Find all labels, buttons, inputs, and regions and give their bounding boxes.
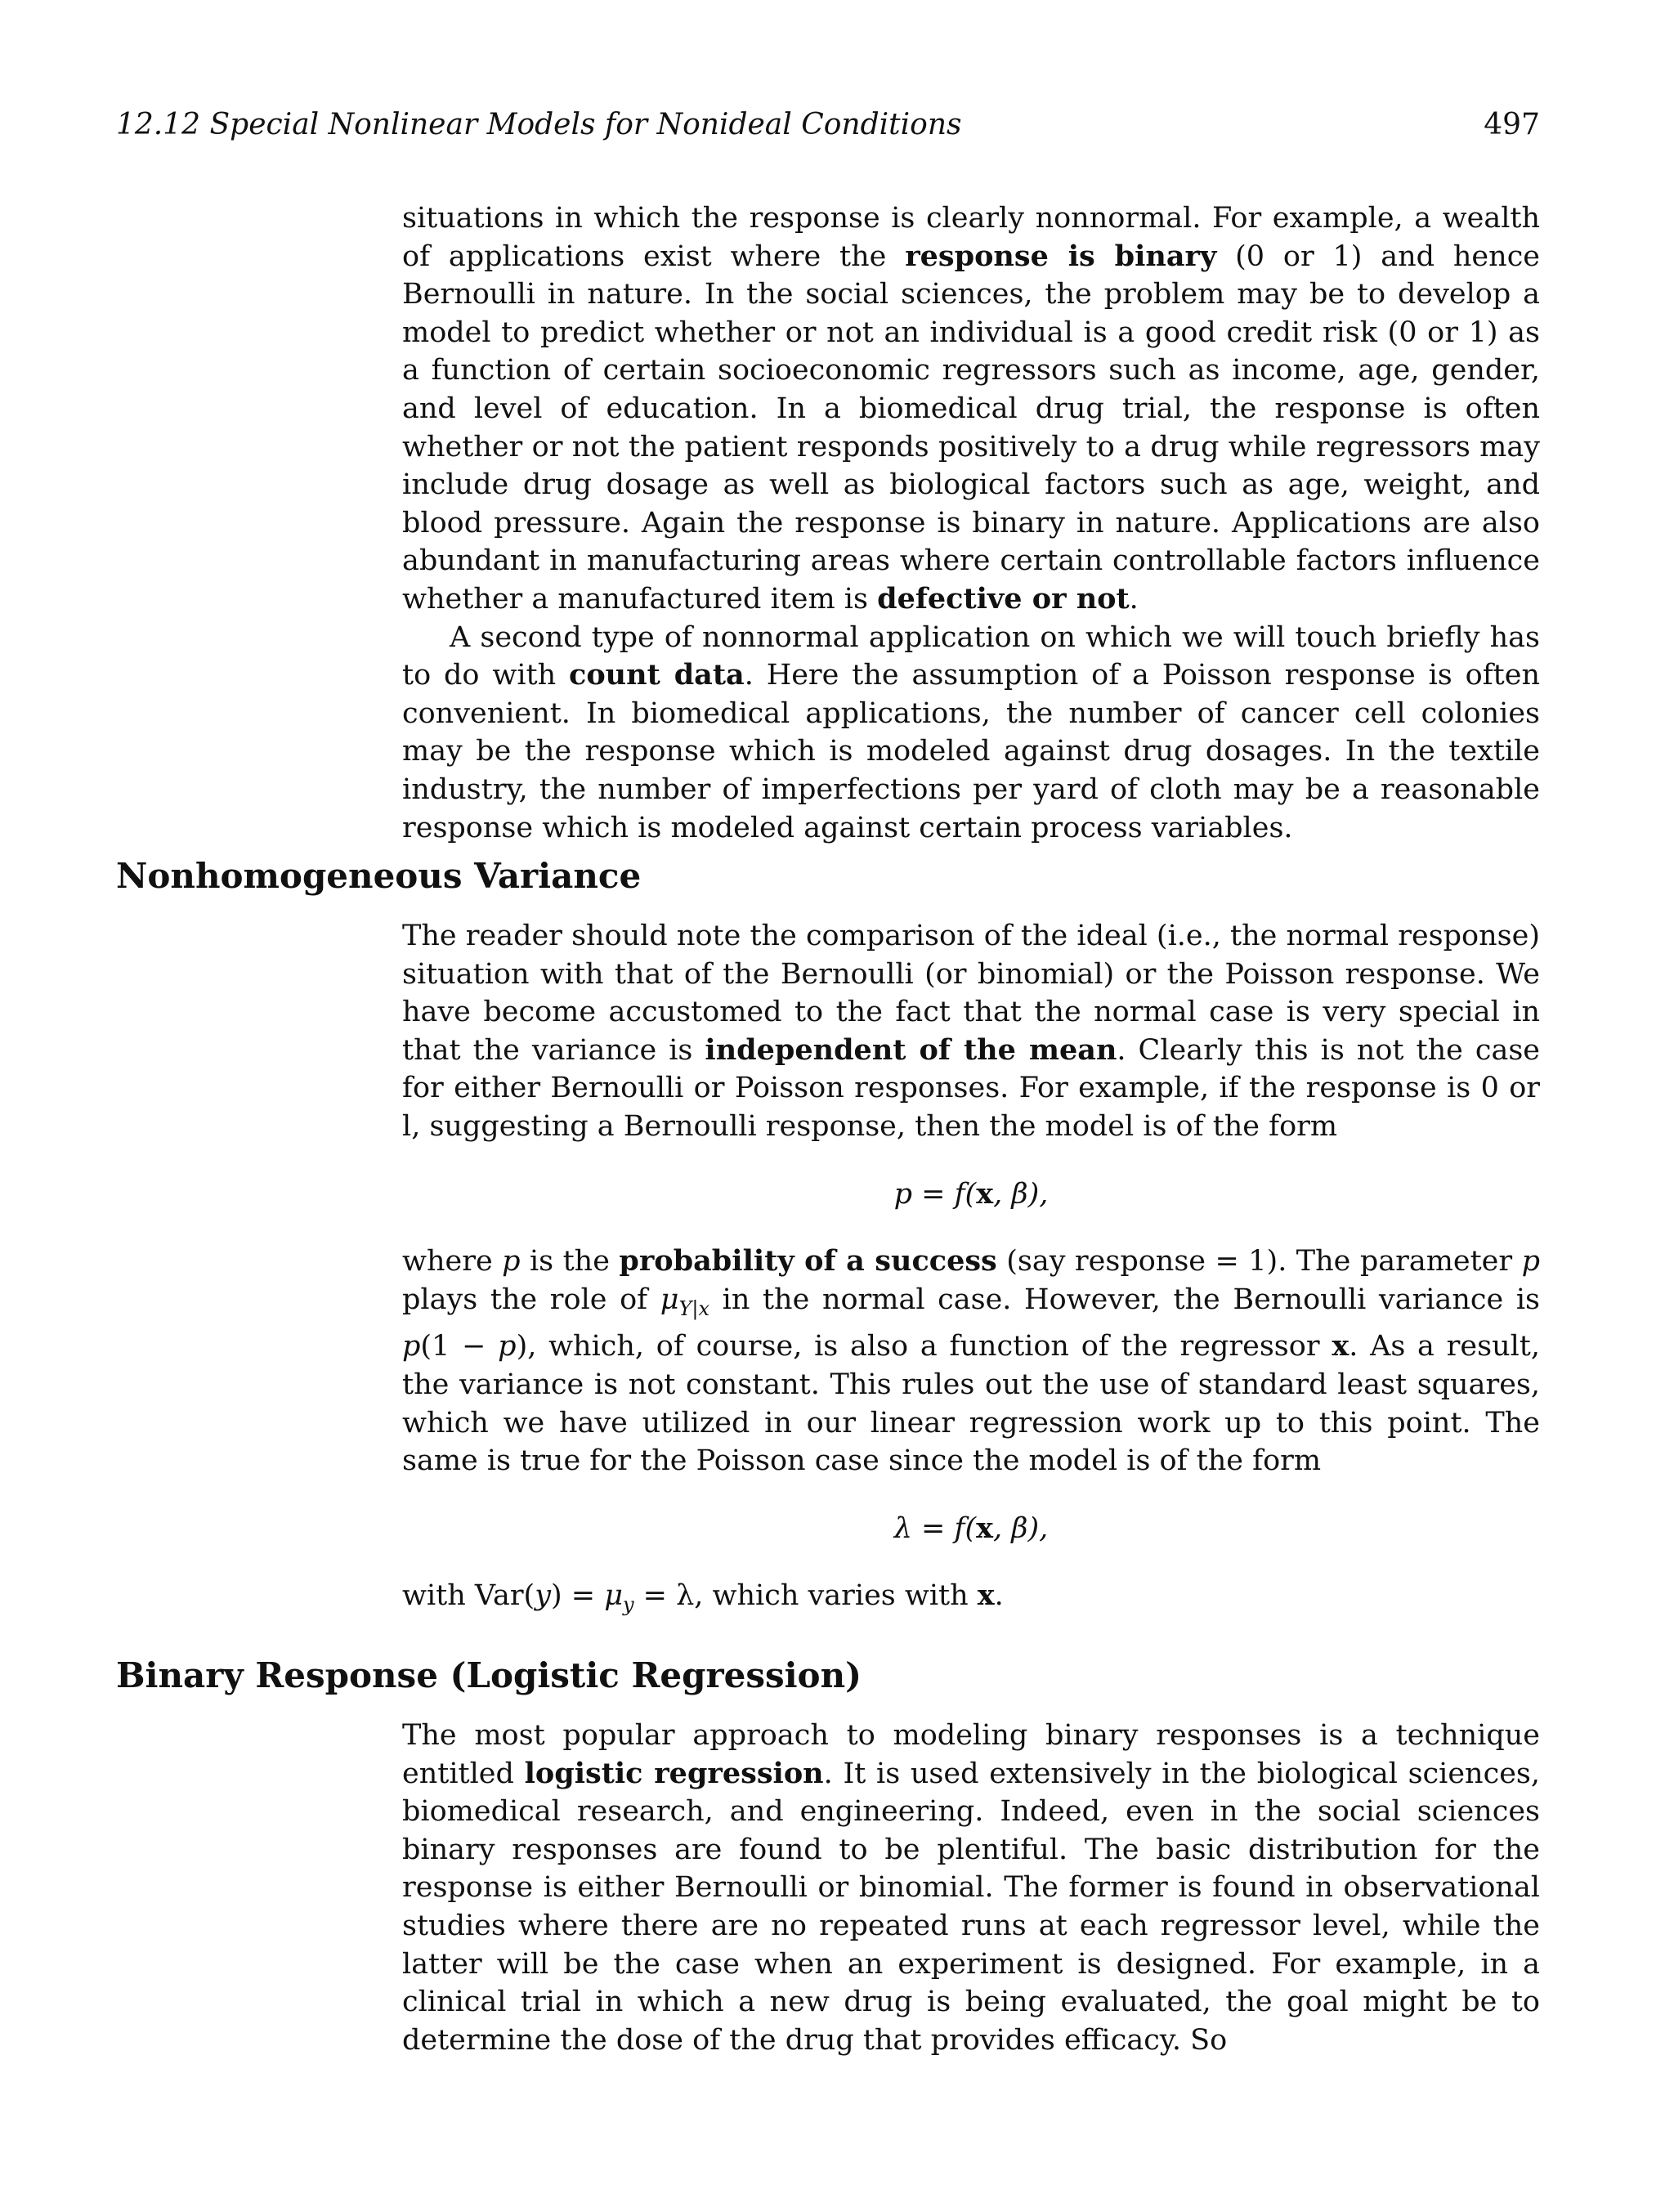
paragraph-variance-intro — [402, 917, 1540, 1146]
equation-poisson-model — [402, 1510, 1540, 1548]
section-title: 12.12 Special Nonlinear Models for Nonideal Conditions — [116, 108, 962, 141]
variance-text-block — [402, 917, 1540, 1624]
text-run: is the — [520, 1245, 620, 1278]
text-run: . — [994, 1579, 1004, 1613]
math-symbol: μ — [604, 1579, 623, 1613]
paragraph-count-data — [402, 619, 1540, 848]
text-run: . Here the assumption of a Poisson response is often convenient. In biomedical applications, the number of cancer cell colonies may be the response which is modeled against drug dosages. In the textile industry, the number of imperfections per yard of cloth may be a reasonable response which is modeled against certain process variables. — [402, 659, 1540, 844]
math-symbol: μ — [660, 1283, 679, 1316]
bold-term: probability of a success — [619, 1244, 997, 1278]
equation-part: λ = f( — [893, 1511, 977, 1545]
text-run: = λ, which varies with — [633, 1579, 978, 1613]
text-run: where — [402, 1245, 503, 1278]
text-run: (1 − — [420, 1330, 499, 1363]
section-heading-binary-response: Binary Response (Logistic Regression) — [116, 1655, 862, 1695]
math-subscript: Y|x — [678, 1296, 709, 1320]
bold-term: defective or not — [877, 581, 1130, 616]
running-header — [116, 108, 1540, 150]
text-run: in the normal case. However, the Bernoulli variance is — [709, 1283, 1540, 1316]
intro-text-block — [402, 199, 1540, 847]
equation-part: , β), — [993, 1177, 1049, 1211]
text-run: with Var( — [402, 1579, 535, 1613]
text-run: plays the role of — [402, 1283, 660, 1316]
math-subscript: y — [622, 1593, 634, 1617]
paragraph-binary-applications — [402, 199, 1540, 619]
equation-bernoulli-model — [402, 1175, 1540, 1214]
equation-part: , β), — [992, 1511, 1049, 1545]
text-run: The most popular approach to modeling binary responses is a technique entitled — [402, 1719, 1540, 1790]
text-run: . As a result, the variance is not constant. This rules out the use of standard least squares, which we have utilized in our linear regression work up to this point. The same is true for the Poisson case since the model is of the form — [402, 1330, 1540, 1478]
bold-term: logistic regression — [524, 1756, 824, 1790]
text-run: . It is used extensively in the biological sciences, biomedical research, and engineering. Indeed, even in the social sciences binary responses are found to be plentiful. The basic distribution for the response is either Bernoulli or binomial. The former is found in observational studies where there are no repeated runs at each regressor level, while the latter will be the case when an experiment is designed. For example, in a clinical trial in which a new drug is being evaluated, the goal might be to determine the dose of the drug that provides efficacy. So — [402, 1757, 1541, 2057]
math-vector-x: x — [1332, 1329, 1349, 1363]
paragraph-poisson-variance — [402, 1577, 1540, 1624]
section-heading-nonhomogeneous-variance: Nonhomogeneous Variance — [116, 856, 642, 896]
equation-part: p = f( — [893, 1177, 977, 1211]
bold-term: independent of the mean — [705, 1032, 1117, 1067]
text-run: ), which, of course, is also a function of the regressor — [516, 1330, 1332, 1363]
equation-vector-x: x — [976, 1511, 993, 1545]
text-run: (0 or 1) and hence Bernoulli in nature. In the social sciences, the problem may be to develop a model to predict whether or not an individual is a good credit risk (0 or 1) as a function of certain socioeconomic regressors such as income, age, gender, and level of education. In a biomedical drug trial, the response is often whether or not the patient responds positively to a drug while regressors may include drug dosage as well as biological factors such as age, weight, and blood pressure. Again the response is binary in nature. Applications are also abundant in manufacturing areas where certain controllable factors influence whether a manufactured item is — [402, 240, 1541, 616]
paragraph-bernoulli-variance — [402, 1243, 1540, 1480]
math-symbol: p — [402, 1330, 421, 1363]
text-run: . — [1129, 582, 1139, 616]
math-symbol: y — [535, 1579, 551, 1613]
logistic-text-block — [402, 1717, 1540, 2059]
text-run: . Clearly this is not the case for either Bernoulli or Poisson responses. For example, if the response is 0 or l, suggesting a Bernoulli response, then the model is of the form — [402, 1033, 1540, 1143]
math-symbol: p — [498, 1330, 517, 1363]
math-symbol: p — [1521, 1245, 1540, 1278]
text-run: A second type of nonnormal application on which we will touch briefly has to do with — [402, 620, 1540, 692]
text-run: The reader should note the comparison of the ideal (i.e., the normal response) situation with that of the Bernoulli (or binomial) or the Poisson response. We have become accustomed to the fact that the normal case is very special in that the variance is — [402, 920, 1540, 1067]
page-number: 497 — [1484, 108, 1540, 141]
bold-term: count data — [569, 658, 745, 692]
math-symbol: p — [502, 1245, 521, 1278]
bold-term: response is binary — [905, 239, 1217, 273]
equation-vector-x: x — [976, 1176, 994, 1211]
math-vector-x: x — [977, 1578, 995, 1613]
text-run: ) = — [550, 1579, 605, 1613]
text-run: (say response = 1). The parameter — [996, 1245, 1522, 1278]
text-run: situations in which the response is clearly nonnormal. For example, a wealth of applications exist where the — [402, 202, 1540, 273]
paragraph-logistic-regression — [402, 1717, 1540, 2059]
